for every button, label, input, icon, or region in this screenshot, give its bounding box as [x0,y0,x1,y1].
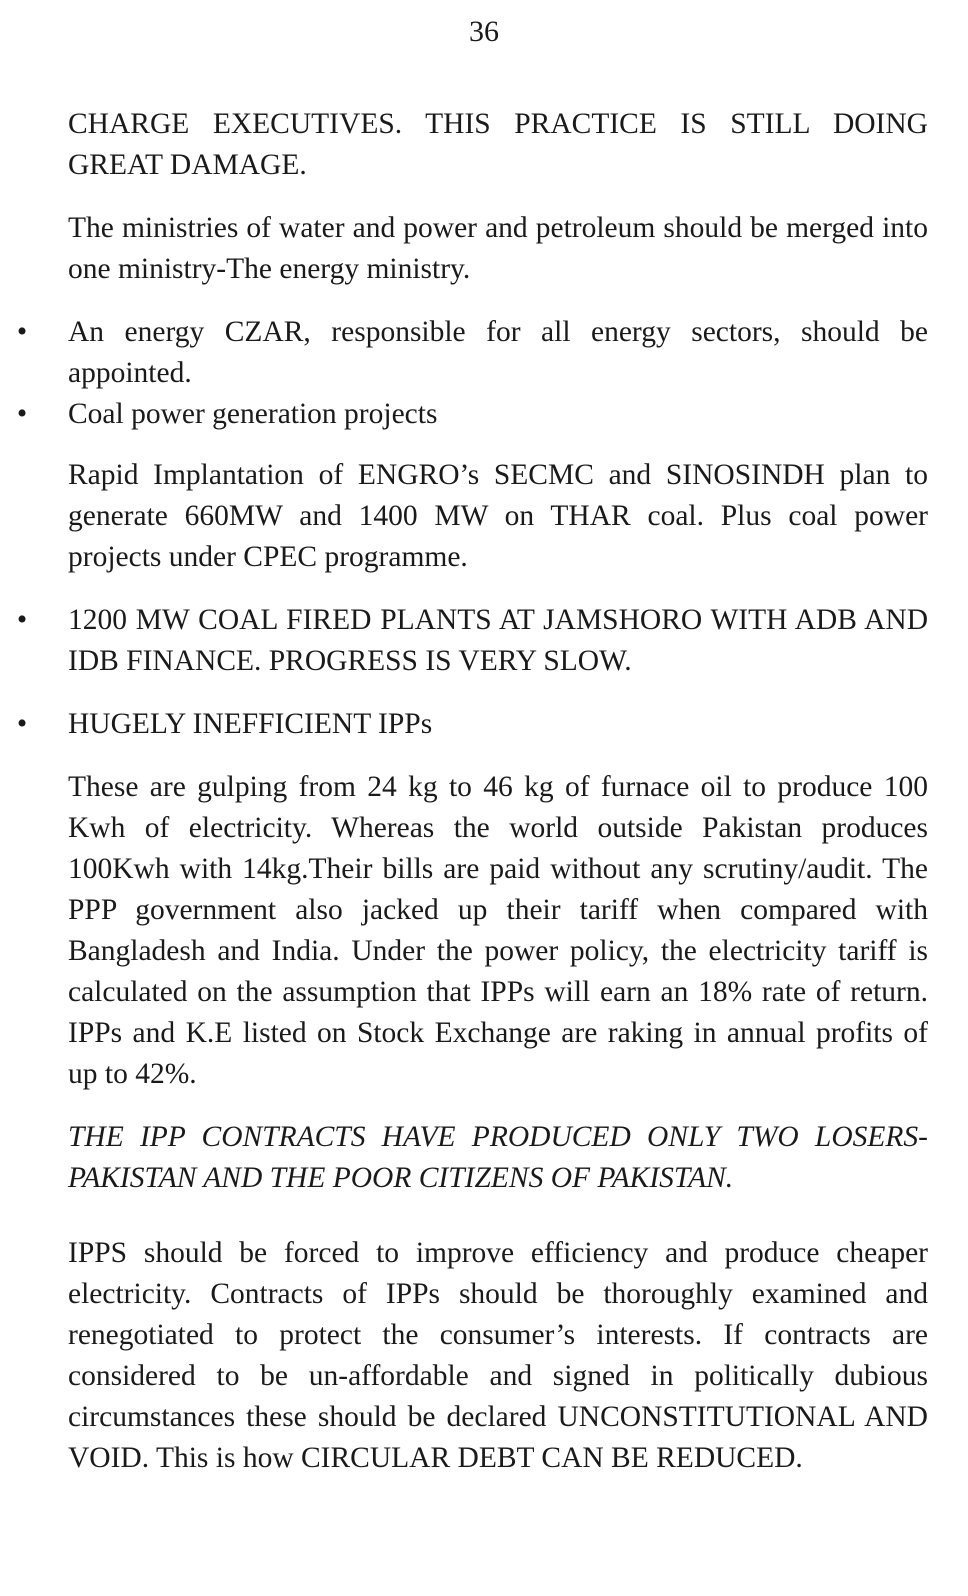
bullet-list-czar-coal [16,312,928,435]
bullet-text-energy-czar: An energy CZAR, responsible for all energy sectors, should be appointed. [68,316,928,389]
bullet-icon: • [16,398,28,430]
bullet-icon: • [16,604,28,636]
bullet-text-inefficient-ipps: HUGELY INEFFICIENT IPPs [68,708,433,740]
paragraph-ministries-merge: The ministries of water and power and petroleum should be merged into one ministry-The energy ministry. [68,212,928,285]
list-item [16,600,928,682]
paragraph-ipps-efficiency: IPPS should be forced to improve efficiency and produce cheaper electricity. Contracts of IPPs should be thoroughly examined and renegotiated to protect the consumer’s interests. If contracts are considered to be un-affordable and signed in politically dubious circumstances these should be declared UNCONSTITUTIONAL AND VOID. This is how CIRCULAR DEBT CAN BE REDUCED. [68,1237,928,1474]
bullet-text-coal-projects: Coal power generation projects [68,398,438,430]
page-body [16,104,928,1479]
bullet-text-jamshoro: 1200 MW COAL FIRED PLANTS AT JAMSHORO WITH ADB AND IDB FINANCE. PROGRESS IS VERY SLOW. [68,604,928,677]
page-number: 36 [469,15,499,48]
bullet-icon: • [16,708,28,740]
bullet-list-jamshoro [16,600,928,682]
paragraph-ipp-contracts-italic: THE IPP CONTRACTS HAVE PRODUCED ONLY TWO LOSERS-PAKISTAN AND THE POOR CITIZENS OF PAKISTAN. [68,1121,928,1194]
paragraph-engro-thar: Rapid Implantation of ENGRO’s SECMC and SINOSINDH plan to generate 660MW and 1400 MW on THAR coal. Plus coal power projects under CPEC programme. [68,459,928,573]
list-item [16,394,928,435]
list-item [16,704,928,745]
bullet-list-ipps [16,704,928,745]
paragraph-charge-executives: CHARGE EXECUTIVES. THIS PRACTICE IS STILL DOING GREAT DAMAGE. [68,108,928,181]
list-item [16,312,928,394]
bullet-icon: • [16,316,28,348]
paragraph-furnace-oil: These are gulping from 24 kg to 46 kg of furnace oil to produce 100 Kwh of electricity. Whereas the world outside Pakistan produces 100Kwh with 14kg.Their bills are paid without any scrutiny/audit. The PPP government also jacked up their tariff when compared with Bangladesh and India. Under the power policy, the electricity tariff is calculated on the assumption that IPPs will earn an 18% rate of return. IPPs and K.E listed on Stock Exchange are raking in annual profits of up to 42%. [68,771,928,1090]
